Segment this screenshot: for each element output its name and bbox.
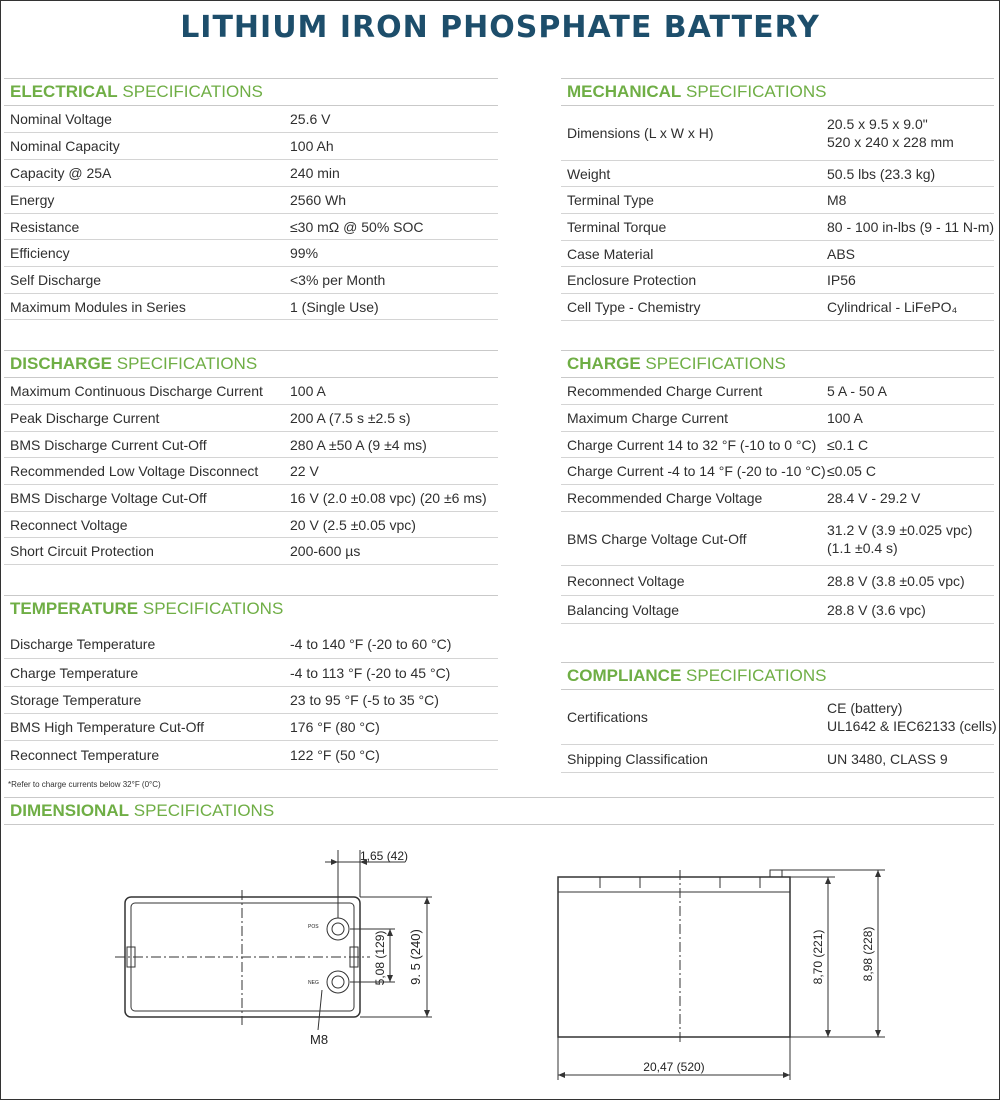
spec-value-line: -4 to 113 °F (-20 to 45 °C) [290, 664, 451, 681]
section-name: CHARGE [567, 354, 641, 373]
dimensional-section [4, 797, 994, 825]
spec-label: Charge Current -4 to 14 °F (-20 to -10 °C) [567, 463, 826, 479]
temperature-section [4, 595, 498, 770]
spec-row [4, 485, 498, 512]
spec-value-line: 25.6 V [290, 111, 331, 127]
spec-value-line: 16 V (2.0 ±0.08 vpc) (20 ±6 ms) [290, 490, 487, 506]
spec-value-line: 520 x 240 x 228 mm [827, 134, 954, 150]
spec-row [4, 294, 498, 320]
spec-value-line: 28.4 V - 29.2 V [827, 490, 921, 506]
spec-value [290, 664, 450, 682]
spec-value-line: 100 A [827, 410, 863, 426]
charge-section [561, 350, 994, 624]
spec-value [290, 244, 318, 262]
spec-value [827, 191, 846, 209]
spec-row [4, 741, 498, 770]
total-height-dimension-label: 8,98 (228) [861, 926, 875, 982]
section-header [4, 78, 498, 106]
spec-row [4, 687, 498, 714]
spec-value-line: M8 [827, 192, 847, 208]
spec-label: Resistance [10, 218, 80, 235]
spec-value-line: 99% [290, 245, 319, 261]
spec-label: Maximum Charge Current [567, 410, 729, 426]
spec-value-line: 31.2 V (3.9 ±0.025 vpc) [827, 521, 973, 538]
spec-value [290, 516, 416, 534]
spec-row [561, 405, 994, 432]
spec-label: Cell Type - Chemistry [567, 299, 701, 315]
section-suffix: SPECIFICATIONS [645, 354, 786, 373]
spec-row [4, 378, 498, 405]
spec-value-line: 80 - 100 in-lbs (9 - 11 N-m) [827, 219, 995, 235]
spec-label: Maximum Modules in Series [10, 298, 186, 315]
section-suffix: SPECIFICATIONS [133, 801, 275, 820]
spec-label: Terminal Torque [567, 219, 667, 235]
spec-row [4, 214, 498, 240]
spec-row [4, 133, 498, 160]
spec-value [290, 489, 487, 507]
spec-value-line: ≤0.1 C [827, 436, 869, 453]
spec-label: Balancing Voltage [567, 601, 680, 618]
spec-value [827, 382, 887, 400]
spec-value-line: UL1642 & IEC62133 (cells) [827, 718, 997, 734]
negative-terminal-label: NEG [308, 980, 319, 986]
spec-row [561, 596, 994, 624]
spec-value-line: 28.8 V (3.6 vpc) [827, 601, 926, 618]
spec-value [290, 746, 380, 764]
spec-label: Recommended Charge Current [567, 383, 763, 399]
terminal-type-label: M8 [310, 1032, 329, 1047]
spec-row [561, 187, 994, 214]
spec-row [4, 267, 498, 294]
spec-label: Charge Current 14 to 32 °F (-10 to 0 °C) [567, 436, 817, 453]
spec-row [4, 240, 498, 267]
spec-row [561, 378, 994, 405]
section-suffix: SPECIFICATIONS [686, 82, 827, 101]
spec-row [561, 485, 994, 512]
spec-label: Enclosure Protection [567, 272, 697, 288]
section-name: TEMPERATURE [10, 599, 139, 618]
positive-terminal-label: POS [308, 924, 319, 930]
section-suffix: SPECIFICATIONS [686, 666, 827, 685]
section-header [4, 350, 498, 378]
spec-value-line: <3% per Month [290, 272, 386, 288]
spec-value-line: 22 V [290, 463, 319, 479]
spec-value-line: (1.1 ±0.4 s) [827, 539, 898, 556]
spec-value-line: 20 V (2.5 ±0.05 vpc) [290, 516, 416, 533]
spec-value-line: 50.5 lbs (23.3 kg) [827, 165, 936, 182]
spec-row [561, 690, 997, 745]
spec-row [4, 512, 498, 538]
spec-label: BMS High Temperature Cut-Off [10, 719, 205, 735]
section-name: DISCHARGE [10, 354, 113, 373]
spec-label: Reconnect Temperature [10, 747, 160, 763]
spec-value [827, 115, 954, 151]
spec-row [4, 659, 498, 687]
spec-label: Case Material [567, 245, 654, 262]
spec-row [561, 267, 994, 294]
spec-value [290, 191, 346, 209]
spec-value [290, 436, 427, 454]
spec-label: Maximum Continuous Discharge Current [10, 383, 263, 399]
spec-label: Reconnect Voltage [567, 572, 685, 589]
spec-value [827, 572, 965, 590]
spec-value [827, 521, 972, 557]
spec-row [561, 294, 994, 321]
spec-row [4, 405, 498, 432]
spec-value-line: 100 Ah [290, 138, 334, 154]
spec-row [561, 214, 994, 241]
section-header [561, 350, 994, 378]
spec-label: Nominal Voltage [10, 111, 112, 127]
spec-label: Charge Temperature [10, 664, 139, 681]
spec-label: Certifications [567, 709, 648, 725]
spec-value-line: 100 A [290, 383, 326, 399]
spec-value [290, 271, 385, 289]
spec-value [290, 718, 380, 736]
section-header [561, 662, 994, 690]
spec-row [4, 106, 498, 133]
spec-value-line: 2560 Wh [290, 192, 347, 208]
spec-value-line: 176 °F (80 °C) [290, 719, 380, 735]
spec-value [290, 137, 334, 155]
height-dimension-label: 8,70 (221) [811, 929, 825, 985]
spec-label: BMS Discharge Voltage Cut-Off [10, 490, 207, 506]
spec-value [827, 601, 926, 619]
spec-value [290, 462, 319, 480]
page-title: LITHIUM IRON PHOSPHATE BATTERY [180, 10, 820, 45]
section-name: DIMENSIONAL [10, 801, 129, 820]
spec-value-line: UN 3480, CLASS 9 [827, 750, 948, 767]
section-name: COMPLIANCE [567, 666, 682, 685]
spec-label: Shipping Classification [567, 750, 708, 767]
spec-value [290, 298, 379, 316]
spec-value-line: 1 (Single Use) [290, 298, 379, 315]
side-view-drawing [558, 870, 885, 1080]
spec-value-line: 20.5 x 9.5 x 9.0" [827, 116, 928, 132]
compliance-section [561, 662, 997, 773]
section-header [4, 797, 994, 825]
spec-label: Self Discharge [10, 272, 102, 288]
spec-value-line: -4 to 140 °F (-20 to 60 °C) [290, 636, 452, 652]
spec-label: BMS Discharge Current Cut-Off [10, 436, 207, 453]
spec-value-line: Cylindrical - LiFePO₄ [827, 299, 958, 315]
temperature-footnote: *Refer to charge currents below 32°F (0°C) [8, 780, 161, 789]
spec-value-line: ≤30 mΩ @ 50% SOC [290, 218, 424, 235]
spec-row [4, 458, 498, 485]
spec-row [561, 432, 994, 458]
spec-value [290, 409, 411, 427]
spec-value-line: 28.8 V (3.8 ±0.05 vpc) [827, 572, 965, 589]
spec-value [290, 635, 451, 653]
spec-label: BMS Charge Voltage Cut-Off [567, 530, 747, 547]
spec-value [290, 691, 439, 709]
spec-value [827, 165, 935, 183]
spec-value-line: 5 A - 50 A [827, 383, 887, 399]
spec-value [290, 110, 330, 128]
section-header [4, 595, 498, 622]
mechanical-section [561, 78, 994, 321]
section-suffix: SPECIFICATIONS [116, 354, 258, 373]
spec-value [827, 409, 863, 427]
spec-row [561, 106, 994, 161]
spec-row [4, 187, 498, 214]
spec-value-line: 200 A (7.5 s ±2.5 s) [290, 410, 411, 426]
spec-label: Capacity @ 25A [10, 165, 112, 181]
spec-label: Dimensions (L x W x H) [567, 125, 714, 141]
width-dimension-label: 9. 5 (240) [408, 929, 423, 985]
spec-row [4, 160, 498, 187]
spec-value [290, 164, 340, 182]
spec-row [4, 630, 498, 659]
spec-value [827, 245, 855, 263]
spec-value [827, 489, 920, 507]
spec-value [827, 462, 876, 480]
spec-label: Peak Discharge Current [10, 410, 160, 426]
spec-label: Storage Temperature [10, 692, 142, 708]
spec-label: Weight [567, 165, 611, 182]
spec-label: Recommended Low Voltage Disconnect [10, 463, 259, 479]
spec-row [561, 241, 994, 267]
discharge-section [4, 350, 498, 565]
spec-value [827, 699, 997, 735]
terminal-spacing-label: 5,08 (129) [373, 930, 387, 986]
spec-value-line: 200-600 µs [290, 543, 361, 559]
spec-label: Energy [10, 192, 55, 208]
spec-row [561, 566, 994, 596]
spec-row [4, 432, 498, 458]
spec-value [827, 298, 957, 316]
electrical-section [4, 78, 498, 320]
spec-value-line: IP56 [827, 272, 856, 288]
spec-label: Discharge Temperature [10, 636, 156, 652]
section-name: MECHANICAL [567, 82, 682, 101]
spec-value [827, 218, 994, 236]
spec-value [827, 436, 868, 454]
spec-value-line: 280 A ±50 A (9 ±4 ms) [290, 436, 427, 453]
spec-value-line: ≤0.05 C [827, 463, 876, 479]
spec-value-line: 240 min [290, 165, 340, 181]
spec-label: Efficiency [10, 245, 70, 261]
spec-label: Reconnect Voltage [10, 516, 128, 533]
section-header [561, 78, 994, 106]
spec-label: Nominal Capacity [10, 138, 120, 154]
length-dimension-label: 20,47 (520) [643, 1060, 705, 1074]
section-name: ELECTRICAL [10, 82, 118, 101]
spec-value [290, 382, 326, 400]
spec-row [4, 538, 498, 565]
spec-value-line: CE (battery) [827, 700, 903, 716]
section-suffix: SPECIFICATIONS [122, 82, 263, 101]
offset-dimension-label: 1,65 (42) [360, 849, 409, 863]
spec-value [290, 542, 360, 560]
spec-row [561, 512, 994, 566]
spec-label: Recommended Charge Voltage [567, 490, 763, 506]
spec-row [561, 458, 994, 485]
spec-value [827, 271, 856, 289]
spec-row [4, 714, 498, 741]
spec-row [561, 161, 994, 187]
spec-value-line: ABS [827, 245, 856, 262]
spec-value [290, 218, 424, 236]
dimensional-drawings [0, 830, 1000, 1090]
spec-value-line: 122 °F (50 °C) [290, 747, 380, 763]
spec-value [827, 750, 948, 768]
spec-label: Terminal Type [567, 192, 654, 208]
spec-value-line: 23 to 95 °F (-5 to 35 °C) [290, 692, 439, 708]
section-suffix: SPECIFICATIONS [142, 599, 284, 618]
spec-label: Short Circuit Protection [10, 543, 154, 559]
spec-row [561, 745, 994, 773]
